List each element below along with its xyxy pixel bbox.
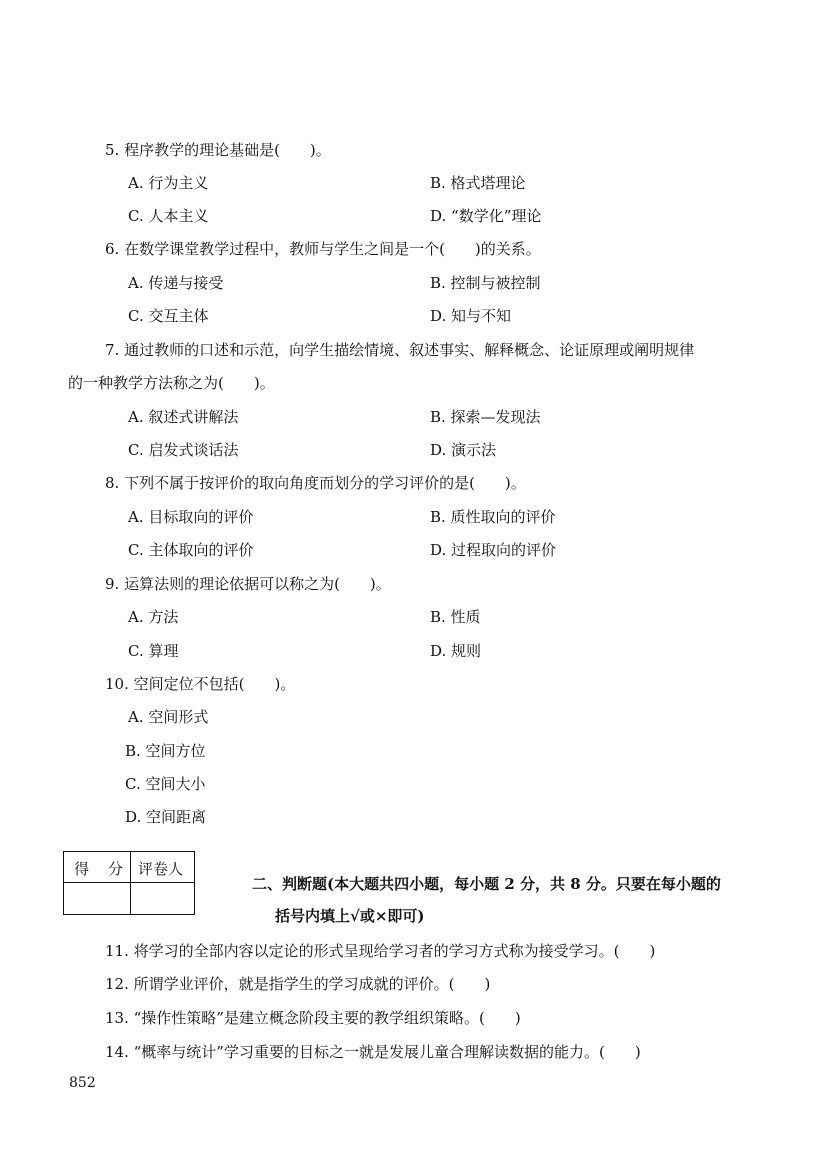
question-5-option-b: B. 格式塔理论: [430, 174, 526, 192]
question-8-option-b: B. 质性取向的评价: [430, 508, 556, 526]
question-7-stem: 7. 通过教师的口述和示范，向学生描绘情境、叙述事实、解释概念、论证原理或阐明规律: [105, 341, 695, 359]
question-10-option-c: C. 空间大小: [125, 775, 206, 793]
question-7-option-a: A. 叙述式讲解法: [128, 408, 239, 426]
question-9-option-d: D. 规则: [430, 642, 482, 660]
score-label: 得 分: [74, 860, 126, 878]
question-6-option-a: A. 传递与接受: [128, 274, 224, 292]
question-5-stem: 5. 程序教学的理论基础是( )。: [105, 141, 331, 159]
question-8-option-a: A. 目标取向的评价: [128, 508, 254, 526]
question-7-option-b: B. 探索—发现法: [430, 408, 541, 426]
question-5-option-c: C. 人本主义: [128, 207, 209, 225]
question-9-option-b: B. 性质: [430, 608, 481, 626]
question-8-option-c: C. 主体取向的评价: [128, 541, 254, 559]
question-8-stem: 8. 下列不属于按评价的取向角度而划分的学习评价的是( )。: [105, 474, 526, 492]
question-10-option-a: A. 空间形式: [128, 708, 209, 726]
section-2-title-continued: 括号内填上√或×即可): [275, 907, 425, 925]
question-7-stem-continued: 的一种教学方法称之为( )。: [68, 374, 275, 392]
question-12: 12. 所谓学业评价，就是指学生的学习成就的评价。( ): [105, 975, 491, 993]
question-6-option-b: B. 控制与被控制: [430, 274, 541, 292]
question-14: 14. “概率与统计”学习重要的目标之一就是发展儿童合理解读数据的能力。( ): [105, 1043, 641, 1061]
question-9-option-c: C. 算理: [128, 642, 179, 660]
question-6-option-c: C. 交互主体: [128, 307, 209, 325]
question-6-option-d: D. 知与不知: [430, 307, 512, 325]
question-10-option-b: B. 空间方位: [125, 742, 206, 760]
score-box-column-divider: [130, 852, 131, 914]
question-5-option-a: A. 行为主义: [128, 174, 209, 192]
question-5-option-d: D. “数学化”理论: [430, 207, 542, 225]
question-13: 13. “操作性策略”是建立概念阶段主要的教学组织策略。( ): [105, 1009, 521, 1027]
score-box: [63, 851, 195, 915]
question-6-stem: 6. 在数学课堂教学过程中，教师与学生之间是一个( )的关系。: [105, 240, 541, 258]
question-7-option-c: C. 启发式谈话法: [128, 441, 239, 459]
question-11: 11. 将学习的全部内容以定论的形式呈现给学习者的学习方式称为接受学习。( ): [105, 942, 656, 960]
question-9-stem: 9. 运算法则的理论依据可以称之为( )。: [105, 575, 391, 593]
grader-label: 评卷人: [138, 860, 184, 878]
page-number: 852: [69, 1075, 96, 1091]
question-8-option-d: D. 过程取向的评价: [430, 541, 557, 559]
question-10-option-d: D. 空间距离: [125, 808, 207, 826]
score-box-divider: [64, 882, 194, 883]
question-10-stem: 10. 空间定位不包括( )。: [105, 675, 296, 693]
question-9-option-a: A. 方法: [128, 608, 179, 626]
question-7-option-d: D. 演示法: [430, 441, 497, 459]
section-2-title: 二、判断题(本大题共四小题，每小题 2 分，共 8 分。只要在每小题的: [252, 875, 721, 893]
